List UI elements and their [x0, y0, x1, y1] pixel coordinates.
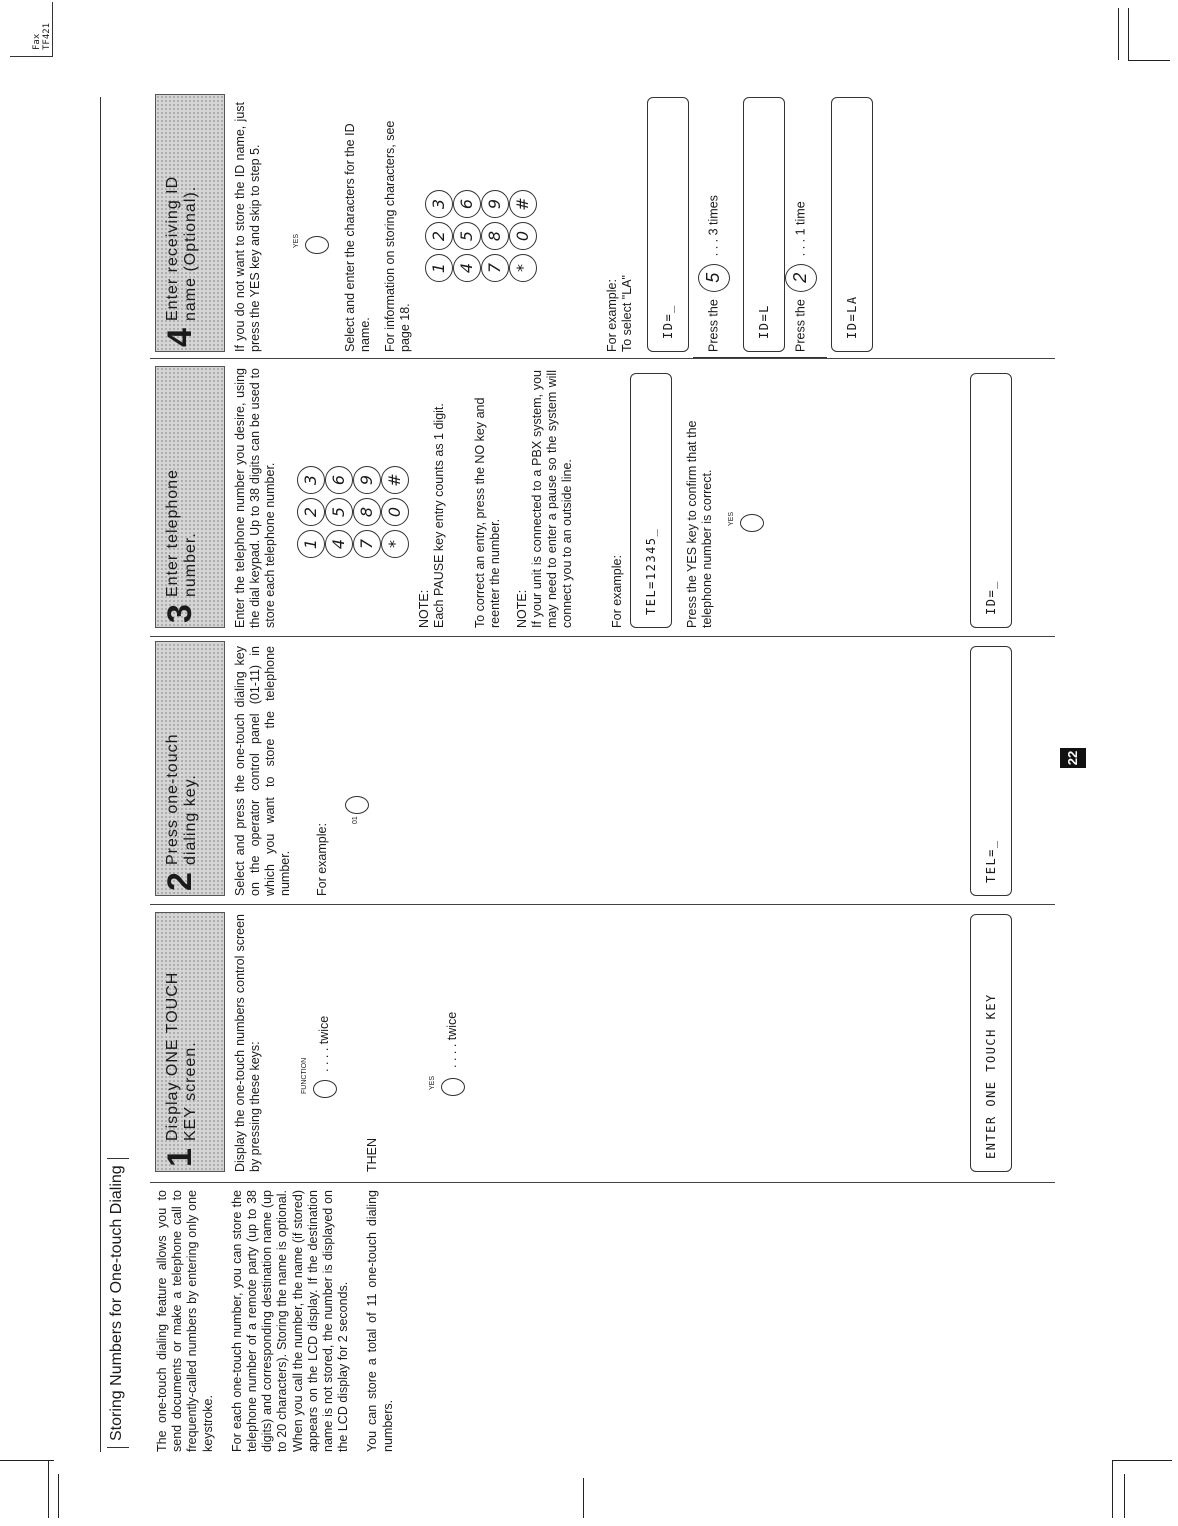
- crop-mark: [1112, 1460, 1113, 1518]
- keypad-key: 5: [453, 222, 481, 250]
- step-2-body: Select and press the one-touch dialing key on the operator control panel (01-11) in which you want to store the telephone number.: [233, 646, 292, 896]
- step-number: 2: [161, 872, 199, 891]
- keypad-key: #: [381, 466, 409, 494]
- yes-key-icon: [740, 514, 764, 532]
- press-text: Press the: [706, 299, 721, 352]
- page-number: 22: [1060, 748, 1086, 768]
- keypad-key: 6: [325, 466, 353, 494]
- press-count: . . . 3 times: [706, 195, 721, 257]
- intro-paragraph: The one-touch dialing feature allows you to send documents or make a telephone call to frequently-called numbers by entering only one keystroke.: [155, 1190, 215, 1452]
- rotated-manual-page: [100, 94, 1062, 1452]
- press-text: Press the: [793, 299, 808, 352]
- step-4-heading: [155, 94, 225, 352]
- step-3-column: [155, 366, 1055, 628]
- step-3-body: Enter the telephone number you desire, using the dial keypad. Up to 38 digits can be used to store each telephone number.: [233, 368, 277, 628]
- press-count: . . . . twice: [317, 1015, 331, 1072]
- step-title-line: number.: [182, 532, 199, 597]
- title-bar: [100, 97, 143, 1452]
- step-title: [164, 972, 200, 1141]
- yes-key-icon: [305, 236, 329, 254]
- yes-key-label: YES: [429, 1075, 436, 1090]
- column-divider: [150, 358, 1055, 359]
- keypad-key: 7: [481, 254, 509, 282]
- lcd-display: ID=L: [743, 97, 785, 352]
- keypad-key: *: [381, 530, 409, 558]
- keypad-key-2: 2: [785, 264, 817, 292]
- step-title: [164, 733, 200, 865]
- note-text: Each PAUSE key entry counts as 1 digit.: [432, 403, 446, 628]
- example-label: For example:: [315, 823, 329, 896]
- function-key-label: FUNCTION: [301, 1057, 308, 1094]
- keypad-key-5: 5: [698, 264, 730, 292]
- step-1-column: [155, 912, 1055, 1172]
- keypad-key: 9: [481, 190, 509, 218]
- example-label: [605, 275, 635, 352]
- lcd-display: ID=_: [647, 97, 689, 352]
- press-instruction: [698, 195, 730, 352]
- step-title: [164, 176, 200, 321]
- yes-key-label: YES: [293, 233, 300, 248]
- step-2-column: [155, 641, 1055, 896]
- crop-mark: [1118, 8, 1119, 60]
- keypad-key: 3: [425, 190, 453, 218]
- note-title: NOTE:: [515, 589, 529, 628]
- note-block: [515, 370, 575, 628]
- keypad-key: 4: [325, 530, 353, 558]
- step-number: 4: [161, 328, 199, 347]
- correct-instruction: To correct an entry, press the NO key and reenter the number.: [473, 397, 502, 628]
- sequence-bracket: [693, 357, 827, 358]
- keypad-key: 9: [353, 466, 381, 494]
- lcd-display: ID=LA: [831, 97, 873, 352]
- crop-mark: [1124, 1474, 1125, 1518]
- then-label: THEN: [365, 1137, 379, 1172]
- step-title-line: name (Optional).: [182, 185, 199, 321]
- step-4-body: If you do not want to store the ID name, just press the YES key and skip to step 5.: [233, 102, 262, 352]
- example-detail: To select "LA": [620, 275, 634, 352]
- yes-key-icon: [441, 1078, 465, 1096]
- intro-paragraph: For each one-touch number, you can store the telephone number of a remote party (up to 38 digits) and corresponding destination name (up to 20 characters). Storing the name is optional. When you call the number, the name (if stored) appears on the LCD display. If the destination name is not stored, the number is displayed on the LCD display for 2 seconds.: [229, 1190, 351, 1452]
- keypad-key: 1: [297, 530, 325, 558]
- intro-column: [155, 1190, 410, 1452]
- select-instruction: Select and enter the characters for the ID name.: [343, 123, 372, 352]
- keypad-key: 6: [453, 190, 481, 218]
- page-title: Storing Numbers for One-touch Dialing: [107, 1158, 129, 1448]
- note-text: If your unit is connected to a PBX system, you may need to enter a pause so the system will connect you to an outside line.: [530, 370, 574, 628]
- step-number: 3: [161, 604, 199, 623]
- step-title-line: Press one-touch: [164, 733, 181, 865]
- corner-tag-text: Fax TF421: [32, 22, 52, 50]
- lcd-display: ID=_: [970, 373, 1012, 628]
- step-number: 1: [161, 1148, 199, 1167]
- crop-mark: [48, 1460, 49, 1518]
- keypad-key: 0: [509, 222, 537, 250]
- step-title: [164, 469, 200, 597]
- press-instruction: [785, 201, 817, 352]
- column-divider: [150, 636, 1055, 637]
- step-2-heading: [155, 641, 225, 896]
- step-title-line: KEY screen.: [182, 1041, 199, 1141]
- step-title-line: dialing key.: [182, 774, 199, 865]
- info-instruction: For information on storing characters, see page 18.: [383, 120, 412, 352]
- function-key-icon: [313, 1080, 337, 1098]
- keypad-key: 0: [381, 498, 409, 526]
- lcd-display: ENTER ONE TOUCH KEY: [970, 914, 1012, 1172]
- step-title-line: Enter receiving ID: [164, 175, 181, 321]
- crop-mark: [1128, 8, 1129, 60]
- column-divider: [150, 904, 1055, 905]
- note-title: NOTE:: [417, 589, 431, 628]
- example-title: For example:: [605, 279, 619, 352]
- crop-mark: [1128, 60, 1170, 61]
- one-touch-key-label: 01: [352, 816, 359, 824]
- one-touch-key-icon: [345, 796, 369, 814]
- intro-paragraph: You can store a total of 11 one-touch dialing numbers.: [365, 1190, 395, 1452]
- keypad-key: 2: [425, 222, 453, 250]
- note-block: [417, 368, 447, 628]
- document-corner-tag: [10, 2, 53, 57]
- column-divider: [150, 1182, 1055, 1183]
- press-count: . . . . twice: [445, 1011, 459, 1068]
- keypad-key: 8: [353, 498, 381, 526]
- step-1-heading: [155, 912, 225, 1172]
- keypad-key: #: [509, 190, 537, 218]
- step-title-line: Display ONE TOUCH: [164, 971, 181, 1141]
- step-1-body: Display the one-touch numbers control screen by pressing these keys:: [233, 914, 262, 1172]
- keypad-key: 4: [453, 254, 481, 282]
- keypad-key: 3: [297, 466, 325, 494]
- crop-mark: [58, 1474, 59, 1518]
- keypad-key: 8: [481, 222, 509, 250]
- dial-keypad: [297, 438, 409, 558]
- confirm-instruction: Press the YES key to confirm that the telephone number is correct.: [685, 420, 714, 628]
- step-title-line: Enter telephone: [164, 469, 181, 597]
- dial-keypad: [425, 162, 537, 282]
- press-count: . . . 1 time: [793, 201, 808, 257]
- lcd-display: TEL=12345_: [630, 373, 672, 628]
- crop-mark: [583, 1478, 584, 1518]
- keypad-key: 5: [325, 498, 353, 526]
- yes-key-label: YES: [728, 511, 735, 526]
- crop-mark: [1112, 1460, 1172, 1461]
- crop-mark: [0, 1460, 54, 1461]
- lcd-display: TEL=_: [970, 646, 1012, 896]
- example-label: For example:: [610, 555, 624, 628]
- keypad-key: 7: [353, 530, 381, 558]
- keypad-key: 2: [297, 498, 325, 526]
- step-3-heading: [155, 366, 225, 628]
- keypad-key: *: [509, 254, 537, 282]
- step-4-column: [155, 94, 1055, 352]
- keypad-key: 1: [425, 254, 453, 282]
